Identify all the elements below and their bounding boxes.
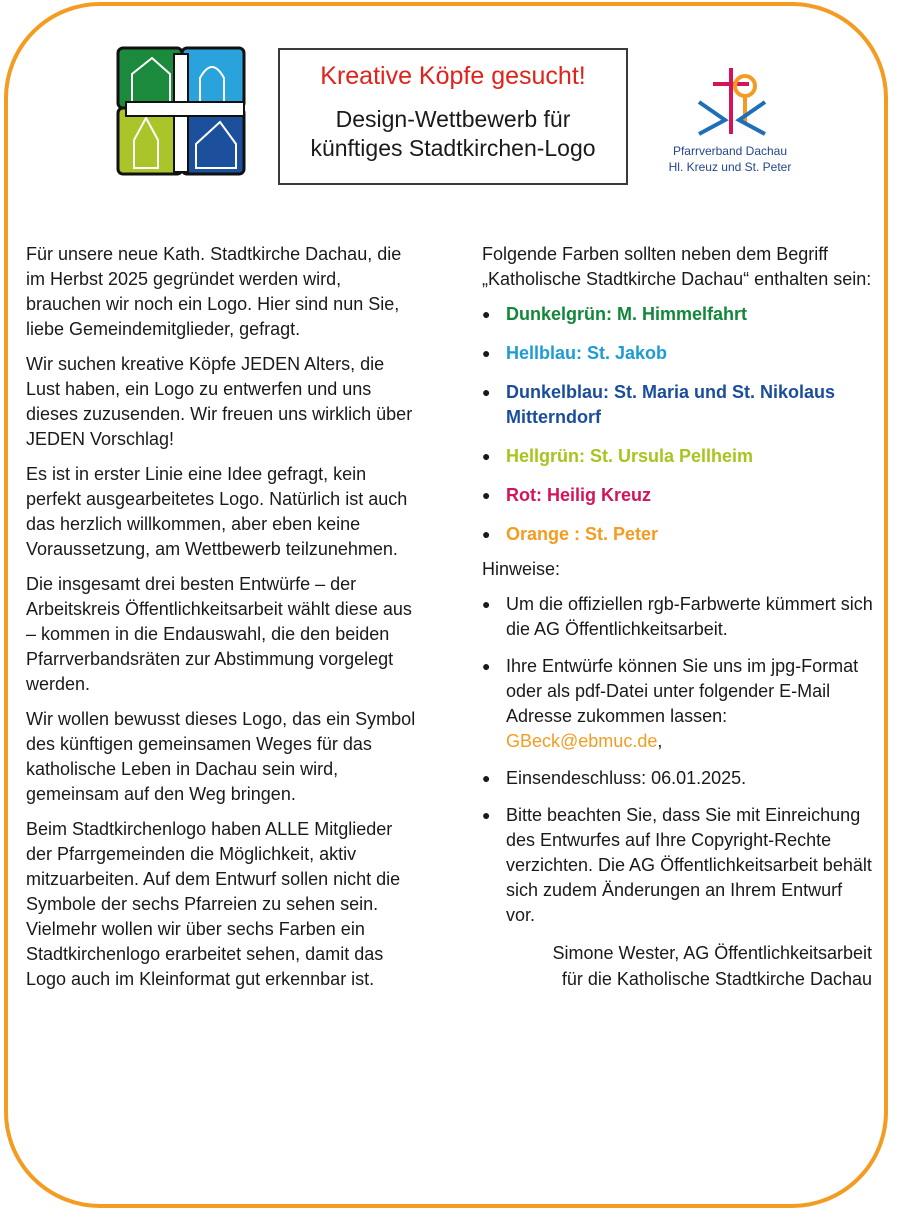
hints-heading: Hinweise: (482, 559, 561, 579)
headline-subtitle-line-2: künftiges Stadtkirchen-Logo (310, 135, 596, 161)
paragraph: Die insgesamt drei besten Entwürfe – der Arbeitskreis Öffentlichkeitsarbeit wählt diese aus – kommen in die Endauswahl, die den beiden Pfarrverbandsräten zur Abstimmung vorgelegt werden. (26, 574, 412, 694)
list-item (482, 654, 874, 754)
signature-line-1: Simone Wester, AG Öffentlichkeitsarbeit (552, 943, 872, 963)
hints-list (482, 592, 874, 928)
pfarrverband-logo (660, 64, 800, 184)
list-item: ● Orange : St. Peter (482, 522, 874, 547)
list-item: ● Dunkelgrün: M. Himmelfahrt (482, 302, 874, 327)
list-item: ● Rot: Heilig Kreuz (482, 483, 874, 508)
list-item: ● Dunkelblau: St. Maria und St. Nikolaus Mitterndorf (482, 380, 874, 430)
list-item: ● Hellgrün: St. Ursula Pellheim (482, 444, 874, 469)
headline-subtitle-line-1: Design-Wettbewerb für (335, 106, 571, 132)
colors-intro: Folgende Farben sollten neben dem Begriff „Katholische Stadtkirche Dachau“ enthalten sein: (482, 244, 872, 289)
pfarrverband-caption-line-2: Hl. Kreuz und St. Peter (668, 160, 792, 174)
signature-line-2: für die Katholische Stadtkirche Dachau (561, 969, 872, 989)
right-column (482, 242, 874, 992)
email-link[interactable]: GBeck@ebmuc.de (506, 731, 658, 751)
paragraph: Es ist in erster Linie eine Idee gefragt, kein perfekt ausgearbeitetes Logo. Natürlich ist auch das herzlich willkommen, aber eben keine Voraussetzung, am Wettbewerb teilzunehmen. (26, 464, 408, 559)
email-suffix: , (657, 731, 663, 751)
color-list (482, 302, 874, 547)
left-column (26, 242, 421, 1002)
headline-subtitle (280, 105, 626, 163)
paragraph: Wir wollen bewusst dieses Logo, das ein Symbol des künftigen gemeinsamen Weges für das katholische Leben in Dachau sein wird, gemeinsam auf den Weg bringen. (26, 709, 416, 804)
paragraph: Beim Stadtkirchenlogo haben ALLE Mitglieder der Pfarrgemeinden die Möglichkeit, aktiv mitzuarbeiten. Auf dem Entwurf sollen nicht die Symbole der sechs Pfarreien zu sehen sein. Vielmehr wollen wir über sechs Farben ein Stadtkirchenlogo erarbeitet sehen, damit das Logo auch im Kleinformat gut erkennbar ist. (26, 819, 401, 989)
headline-box (278, 48, 628, 185)
paragraph: Wir suchen kreative Köpfe JEDEN Alters, die Lust haben, ein Logo zu entwerfen und uns dieses zuzusenden. Wir freuen uns wirklich über JEDEN Vorschlag! (26, 354, 413, 449)
headline-title: Kreative Köpfe gesucht! (320, 62, 586, 90)
list-item: ● Bitte beachten Sie, dass Sie mit Einreichung des Entwurfes auf Ihre Copyright-Rechte verzichten. Die AG Öffentlichkeitsarbeit behält sich zudem Änderungen an Ihrem Entwurf vor. (482, 803, 874, 928)
pfarrverband-cross-icon (675, 64, 785, 142)
signature (482, 940, 874, 992)
list-item: ● Um die offiziellen rgb-Farbwerte kümmert sich die AG Öffentlichkeitsarbeit. (482, 592, 874, 642)
stadtkirche-logo-icon (112, 44, 248, 178)
pfarrverband-caption-line-1: Pfarrverband Dachau (672, 144, 788, 158)
list-item: ● Hellblau: St. Jakob (482, 341, 874, 366)
paragraph: Für unsere neue Kath. Stadtkirche Dachau, die im Herbst 2025 gegründet werden wird, brauchen wir noch ein Logo. Hier sind nun Sie, liebe Gemeindemitglieder, gefragt. (26, 244, 402, 339)
submission-text: Ihre Entwürfe können Sie uns im jpg-Format oder als pdf-Datei unter folgender E-Mail Adresse zukommen lassen: (506, 656, 859, 726)
list-item: ● Einsendeschluss: 06.01.2025. (482, 766, 874, 791)
